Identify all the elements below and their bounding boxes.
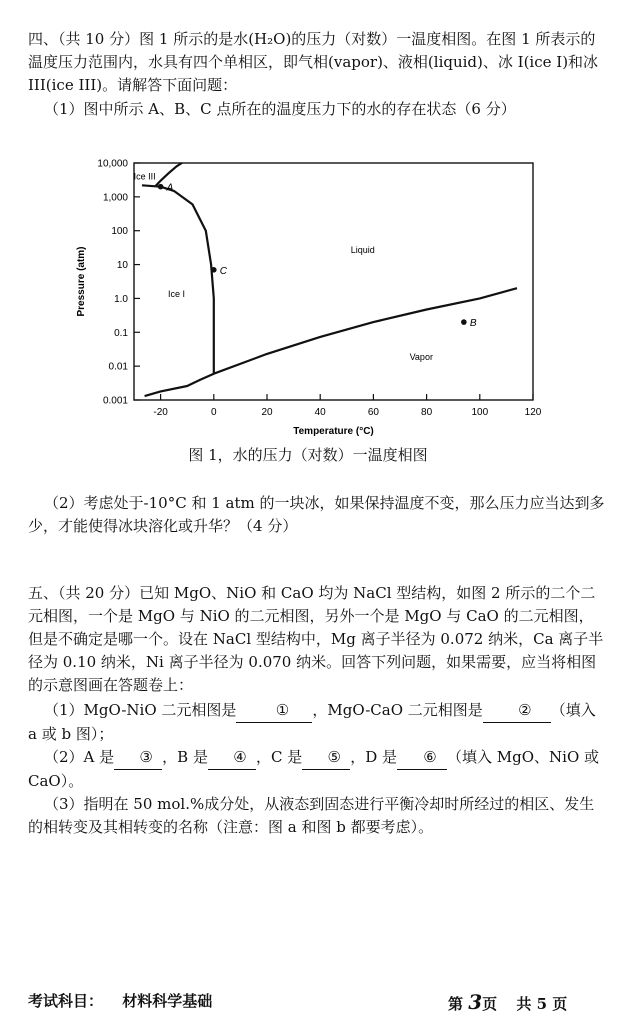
blank-6: ⑥ bbox=[397, 746, 447, 770]
q5-sub1-text-c: ，MgO-CaO 二元相图是 bbox=[312, 701, 483, 719]
q4-intro: 四、（共 10 分）图 1 所示的是水(H₂O)的压力（对数）一温度相图。在图 1 所表示的温度压力范围内，水具有四个单相区，即气相(vapor)、液相(liquid)、冰 I(ice I)和冰 III(ice III)。请解答下面问题： bbox=[28, 30, 599, 94]
footer-page-number: 3 bbox=[468, 990, 483, 1014]
q4-sub1: （1）图中所示 A、B、C 点所在的温度压力下的水的存在状态（6 分） bbox=[44, 100, 516, 118]
x-tick-label: 40 bbox=[314, 407, 326, 418]
footer-page bbox=[448, 990, 567, 1014]
blank-1: ① bbox=[236, 699, 312, 723]
region-label: Ice III bbox=[133, 171, 156, 182]
region-label: Ice I bbox=[168, 289, 186, 300]
y-tick-label: 10 bbox=[116, 260, 128, 272]
plot-frame bbox=[134, 163, 533, 400]
q5-intro: 五、（共 20 分）已知 MgO、NiO 和 CaO 均为 NaCl 型结构，如图 2 所示的二个二元相图，一个是 MgO 与 NiO 的二元相图，另外一个是 MgO 与 CaO 的二元相图，但是不确定是哪一个。设在 NaCl 型结构中，Mg 离子半径为 0.072 纳米，Ca 离子半径为 0.10 纳米，Ni 离子半径为 0.070 纳米。回答下列问题，如果需要，应当将相图的示意图画在答题卷上： bbox=[28, 584, 604, 694]
q5-sub2-text-d: ，C 是 bbox=[255, 748, 303, 766]
q5-sub2-text-a: （2）A 是 bbox=[44, 748, 115, 766]
phase-boundary-1 bbox=[214, 288, 517, 374]
y-tick-label: 0.1 bbox=[114, 327, 128, 339]
y-tick-label: 1.0 bbox=[114, 293, 128, 305]
blank-5: ⑤ bbox=[302, 746, 350, 770]
x-tick-label: -20 bbox=[153, 407, 168, 418]
q5-sub2-text-f: （填入 MgO、NiO 或 CaO）。 bbox=[28, 748, 600, 790]
state-point-label: C bbox=[219, 265, 228, 277]
q5-sub2 bbox=[28, 746, 608, 793]
blank-4: ④ bbox=[208, 746, 256, 770]
footer-subject-label: 考试科目： bbox=[28, 992, 104, 1010]
q5-sub1 bbox=[28, 699, 608, 746]
figure-caption: 图 1，水的压力（对数）一温度相图 bbox=[188, 446, 428, 464]
state-point bbox=[158, 184, 164, 190]
x-tick-label: 0 bbox=[211, 407, 217, 418]
state-point-label: B bbox=[469, 318, 477, 330]
region-label: Liquid bbox=[350, 244, 375, 255]
phase-boundary-0 bbox=[145, 374, 214, 396]
footer-subject-value: 材料科学基础 bbox=[122, 992, 213, 1010]
x-tick-label: 20 bbox=[261, 407, 273, 418]
phase-boundary-4 bbox=[142, 185, 155, 186]
x-tick-label: 120 bbox=[524, 407, 542, 418]
x-tick-label: 80 bbox=[421, 407, 433, 418]
footer-page-mid: 页 bbox=[482, 995, 498, 1013]
y-axis-label: Pressure (atm) bbox=[76, 246, 87, 317]
x-tick-label: 100 bbox=[471, 407, 489, 418]
state-point bbox=[211, 267, 217, 273]
state-point bbox=[461, 319, 467, 325]
x-axis-label: Temperature (°C) bbox=[293, 426, 374, 437]
blank-2: ② bbox=[483, 699, 551, 723]
state-point-label: A bbox=[166, 182, 174, 194]
q5-sub1-text-d: （填入 a 或 b 图）； bbox=[28, 701, 596, 743]
phase-diagram-chart bbox=[0, 150, 622, 450]
q4-sub2: （2）考虑处于-10°C 和 1 atm 的一块冰，如果保持温度不变，那么压力应当达到多少，才能使得冰块溶化或升华？（4 分） bbox=[28, 494, 605, 535]
q5-sub3: （3）指明在 50 mol.%成分处，从液态到固态进行平衡冷却时所经过的相区、发生的相转变及其相转变的名称（注意：图 a 和图 b 都要考虑）。 bbox=[28, 795, 595, 836]
x-tick-label: 60 bbox=[367, 407, 379, 418]
y-tick-label: 0.001 bbox=[102, 395, 128, 407]
q5-sub2-text-e: ，D 是 bbox=[350, 748, 397, 766]
footer-page-prefix: 第 bbox=[448, 995, 464, 1013]
y-tick-label: 0.01 bbox=[108, 361, 128, 373]
q5-sub1-text-a: （1）MgO-NiO 二元相图是 bbox=[44, 701, 237, 719]
region-label: Vapor bbox=[409, 352, 433, 363]
y-tick-label: 100 bbox=[111, 226, 128, 238]
phase-boundary-2 bbox=[155, 186, 214, 373]
q5-sub2-text-c: ，B 是 bbox=[162, 748, 208, 766]
y-tick-label: 1,000 bbox=[102, 192, 128, 204]
footer-subject bbox=[28, 990, 212, 1011]
footer-page-total: 共 5 页 bbox=[516, 995, 568, 1013]
y-tick-label: 10,000 bbox=[97, 158, 128, 170]
blank-3: ③ bbox=[114, 746, 162, 770]
